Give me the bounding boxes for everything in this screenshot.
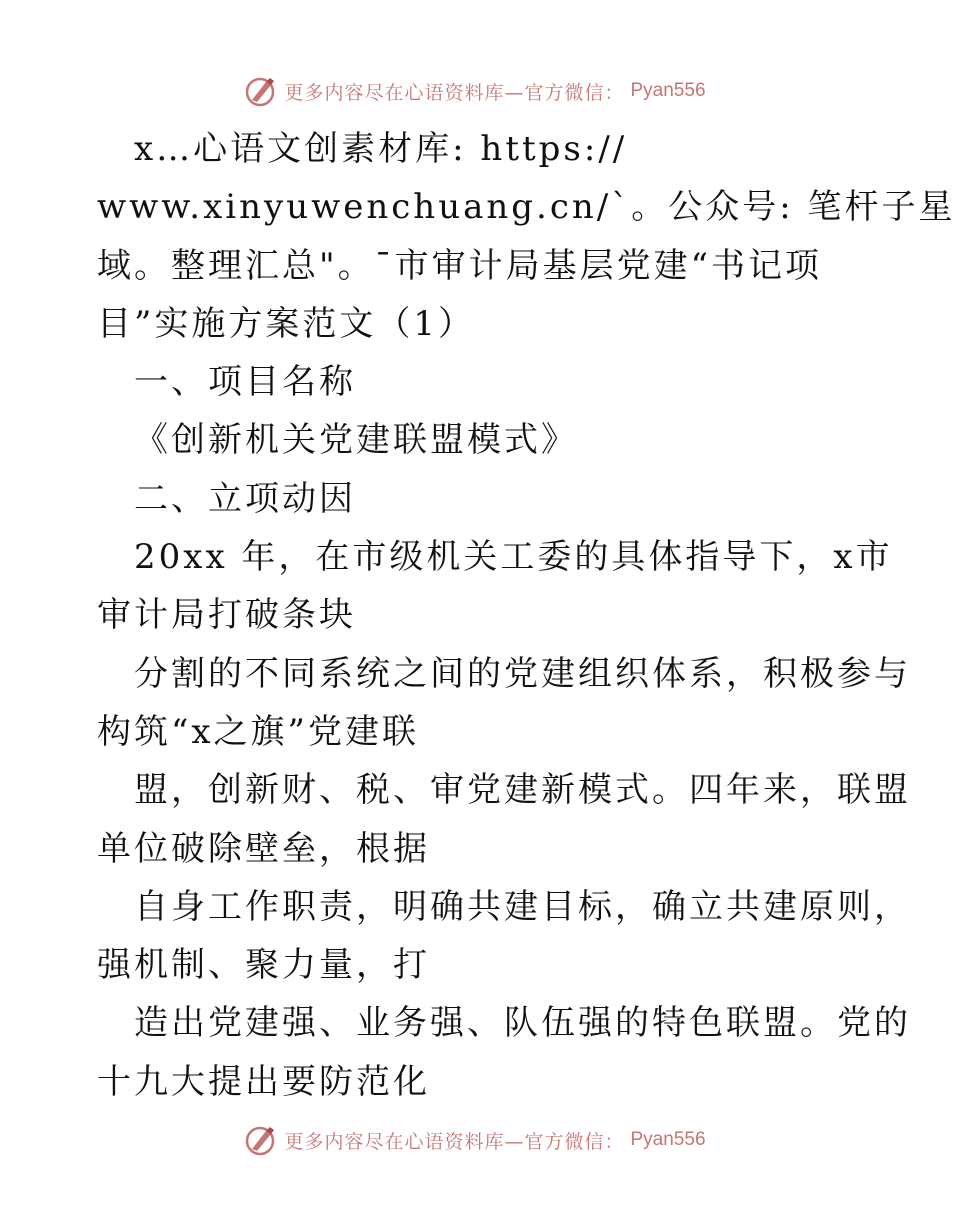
watermark-text: 更多内容尽在心语资料库—官方微信： (284, 1130, 625, 1153)
text-line: 盟，创新财、税、审党建新模式。四年来，联盟 (134, 770, 911, 811)
text-line: www.xinyuwenchuang.cn/`。公众号: 笔杆子星 (97, 187, 956, 228)
section-heading: 二、立项动因 (134, 478, 356, 519)
text-line: 目”实施方案范文（1） (97, 303, 476, 344)
document-body (97, 120, 956, 1111)
pen-logo-icon (244, 74, 278, 108)
text-line: 单位破除壁垒，根据 (97, 828, 430, 869)
pen-logo-icon (244, 1123, 278, 1157)
watermark-header (0, 71, 950, 111)
watermark-footer (0, 1120, 950, 1160)
text-line: 自身工作职责，明确共建目标，确立共建原则， (134, 886, 911, 927)
text-line: 造出党建强、业务强、队伍强的特色联盟。党的 (134, 1003, 911, 1044)
text-line: 审计局打破条块 (97, 595, 356, 636)
text-line: x…心语文创素材库: https:// (134, 129, 628, 169)
text-line: 十九大提出要防范化 (97, 1061, 430, 1102)
text-line: 20xx 年，在市级机关工委的具体指导下，x市 (134, 537, 893, 578)
text-line: 构筑“x之旗”党建联 (97, 711, 419, 752)
text-line: 分割的不同系统之间的党建组织体系，积极参与 (134, 653, 911, 694)
project-title: 《创新机关党建联盟模式》 (134, 420, 578, 461)
text-line: 强机制、聚力量，打 (97, 945, 430, 986)
watermark-wechat-id: Pyan556 (630, 80, 706, 101)
watermark-wechat-id: Pyan556 (630, 1129, 706, 1150)
text-line: 域。整理汇总"。¯市审计局基层党建“书记项 (97, 245, 823, 286)
watermark-text: 更多内容尽在心语资料库—官方微信： (284, 81, 625, 104)
section-heading: 一、项目名称 (134, 362, 356, 403)
